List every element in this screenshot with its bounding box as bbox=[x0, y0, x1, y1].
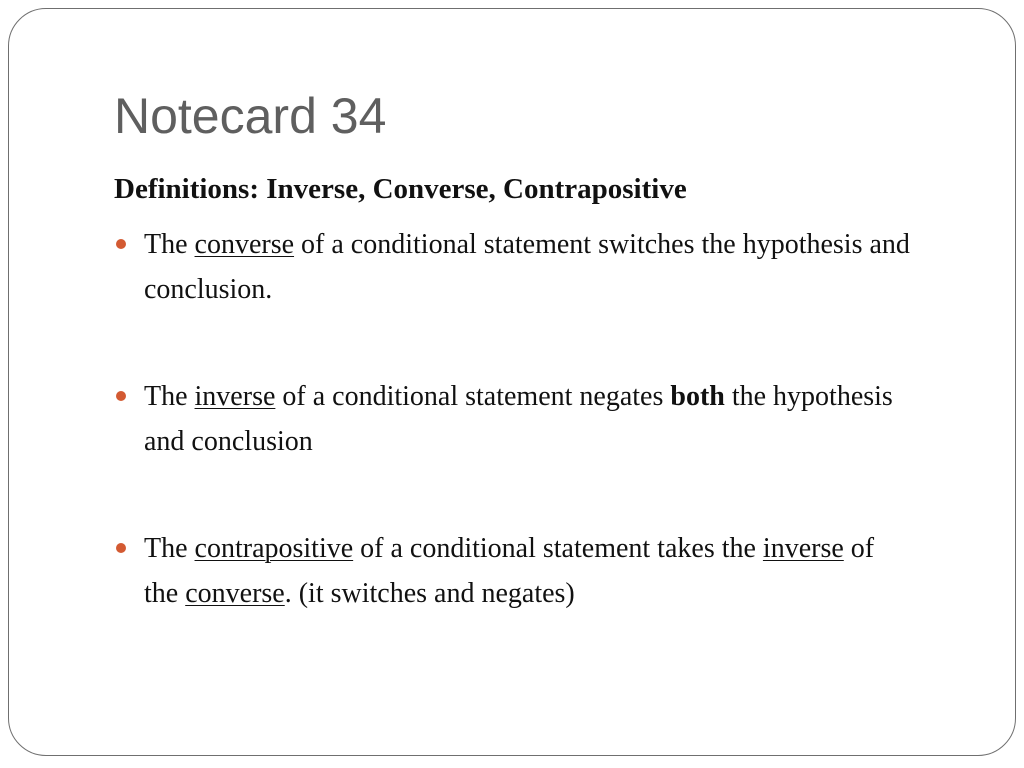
bullet-text bbox=[144, 533, 874, 609]
bullet-dot-icon bbox=[116, 543, 126, 553]
bullet-text-segment: The bbox=[144, 533, 195, 564]
bullet-text bbox=[144, 381, 893, 457]
bullet-dot-icon bbox=[116, 391, 126, 401]
slide-title: Notecard 34 bbox=[114, 88, 387, 144]
bullet-dot-icon bbox=[116, 239, 126, 249]
bullet-text-segment: . (it switches and negates) bbox=[284, 578, 575, 609]
term-converse: converse bbox=[185, 578, 285, 609]
bullet-list bbox=[114, 222, 914, 678]
emphasis-both: both bbox=[670, 381, 725, 412]
bullet-text-segment: of the bbox=[144, 533, 875, 609]
bullet-item-inverse bbox=[114, 374, 914, 464]
bullet-text-segment: The bbox=[144, 229, 195, 260]
bullet-item-contrapositive bbox=[114, 526, 914, 616]
bullet-text-segment: of a conditional statement takes the bbox=[353, 533, 763, 564]
slide-subtitle: Definitions: Inverse, Converse, Contrapositive bbox=[114, 173, 687, 205]
bullet-text-segment: of a conditional statement negates bbox=[275, 381, 671, 412]
bullet-text-segment: The bbox=[144, 381, 195, 412]
term-converse: converse bbox=[194, 229, 295, 260]
bullet-text-segment: of a conditional statement switches the hypothesis and conclusion. bbox=[144, 229, 910, 305]
term-contrapositive: contrapositive bbox=[194, 533, 354, 564]
term-inverse: inverse bbox=[762, 533, 844, 564]
bullet-text-segment: the hypothesis and conclusion bbox=[144, 381, 893, 457]
bullet-text bbox=[144, 229, 910, 305]
term-inverse: inverse bbox=[194, 381, 276, 412]
bullet-item-converse bbox=[114, 222, 914, 312]
